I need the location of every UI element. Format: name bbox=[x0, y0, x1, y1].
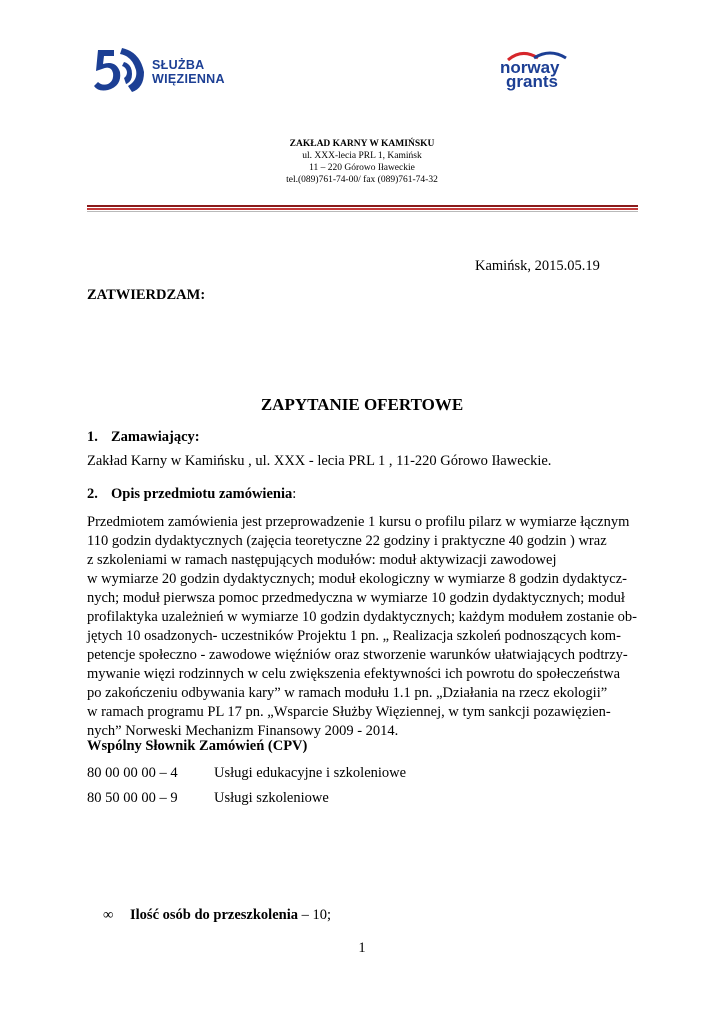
section-number: 2. bbox=[87, 486, 98, 502]
section-1-heading bbox=[87, 428, 200, 447]
paragraph-line: Przedmiotem zamówienia jest przeprowadzenie 1 kursu o profilu pilarz w wymiarze łącznym bbox=[87, 514, 630, 530]
paragraph-line: 110 godzin dydaktycznych (zajęcia teoretyczne 22 godziny i praktyczne 40 godzin ) wraz bbox=[87, 533, 607, 549]
cpv-heading: Wspólny Słownik Zamówień (CPV) bbox=[87, 738, 308, 754]
approval-label: ZATWIERDZAM: bbox=[87, 287, 206, 303]
cpv-description: Usługi edukacyjne i szkoleniowe bbox=[214, 765, 407, 781]
cpv-code: 80 00 00 00 – 4 bbox=[87, 765, 178, 781]
section-colon: : bbox=[292, 486, 297, 502]
logo-line-2: WIĘZIENNA bbox=[152, 72, 225, 86]
participants-label: Ilość osób do przeszkolenia bbox=[130, 907, 298, 923]
section-2-body bbox=[87, 513, 638, 741]
header-divider bbox=[87, 211, 638, 212]
cpv-row bbox=[87, 764, 487, 783]
letterhead bbox=[0, 138, 724, 186]
contact-phone: tel.(089)761-74-00/ fax (089)761-74-32 bbox=[286, 175, 438, 185]
norway-grants-logo bbox=[496, 50, 586, 94]
cpv-description: Usługi szkoleniowe bbox=[214, 790, 329, 806]
section-title: Opis przedmiotu zamówienia bbox=[111, 486, 293, 502]
paragraph-line: w ramach programu PL 17 pn. „Wsparcie Służby Więziennej, w tym sankcji pozawięzien- bbox=[87, 704, 611, 720]
paragraph-line: mywanie więzi rodzinnych w celu zwiększenia efektywności ich powrotu do społeczeństwa bbox=[87, 666, 621, 682]
sluzba-wiezienna-emblem-icon bbox=[92, 42, 150, 98]
participants-bullet bbox=[103, 906, 331, 925]
participants-value: – 10; bbox=[297, 907, 331, 923]
page-number: 1 bbox=[358, 940, 366, 956]
paragraph-line: po zakończeniu odbywania kary” w ramach modułu 1.1 pn. „Działania na rzecz ekologii” bbox=[87, 685, 608, 701]
header-divider bbox=[87, 205, 638, 207]
section-1-body: Zakład Karny w Kamińsku , ul. XXX - lecia PRL 1 , 11-220 Górowo Iławeckie. bbox=[87, 453, 552, 469]
paragraph-line: jętych 10 osadzonych- uczestników Projektu 1 pn. „ Realizacja szkoleń podnoszących kom- bbox=[87, 628, 621, 644]
header-divider bbox=[87, 208, 638, 210]
document-title: ZAPYTANIE OFERTOWE bbox=[260, 395, 464, 414]
paragraph-line: petencje społeczno - zawodowe więźniów oraz stworzenie warunków ułatwiających podtrzy- bbox=[87, 647, 628, 663]
sluzba-wiezienna-logo bbox=[92, 42, 232, 98]
address-line-2: 11 – 220 Górowo Iławeckie bbox=[309, 163, 415, 173]
cpv-row bbox=[87, 789, 487, 808]
document-date: Kamińsk, 2015.05.19 bbox=[475, 258, 600, 274]
paragraph-line: w wymiarze 20 godzin dydaktycznych; moduł ekologiczny w wymiarze 8 godzin dydaktycz- bbox=[87, 571, 627, 587]
paragraph-line: z szkoleniami w ramach następujących modułów: moduł aktywizacji zawodowej bbox=[87, 552, 557, 568]
logo-line-1: SŁUŻBA bbox=[152, 58, 205, 72]
section-title: Zamawiający: bbox=[111, 429, 200, 445]
paragraph-line: nych” Norweski Mechanizm Finansowy 2009 - 2014. bbox=[87, 723, 399, 739]
paragraph-line: profilaktyka uzależnień w wymiarze 10 godzin dydaktycznych; każdym modułem zostanie ob- bbox=[87, 609, 638, 625]
cpv-code: 80 50 00 00 – 9 bbox=[87, 790, 178, 806]
institution-name: ZAKŁAD KARNY W KAMIŃSKU bbox=[289, 139, 435, 149]
section-2-heading bbox=[87, 485, 296, 504]
infinity-bullet-icon: ∞ bbox=[103, 907, 114, 923]
section-number: 1. bbox=[87, 429, 98, 445]
logo-grants-text: grants bbox=[506, 72, 558, 91]
logo-norway-text: norway bbox=[500, 58, 560, 77]
paragraph-line: nych; moduł pierwsza pomoc przedmedyczna w wymiarze 10 godzin dydaktycznych; moduł bbox=[87, 590, 625, 606]
address-line-1: ul. XXX-lecia PRL 1, Kamińsk bbox=[302, 151, 422, 161]
